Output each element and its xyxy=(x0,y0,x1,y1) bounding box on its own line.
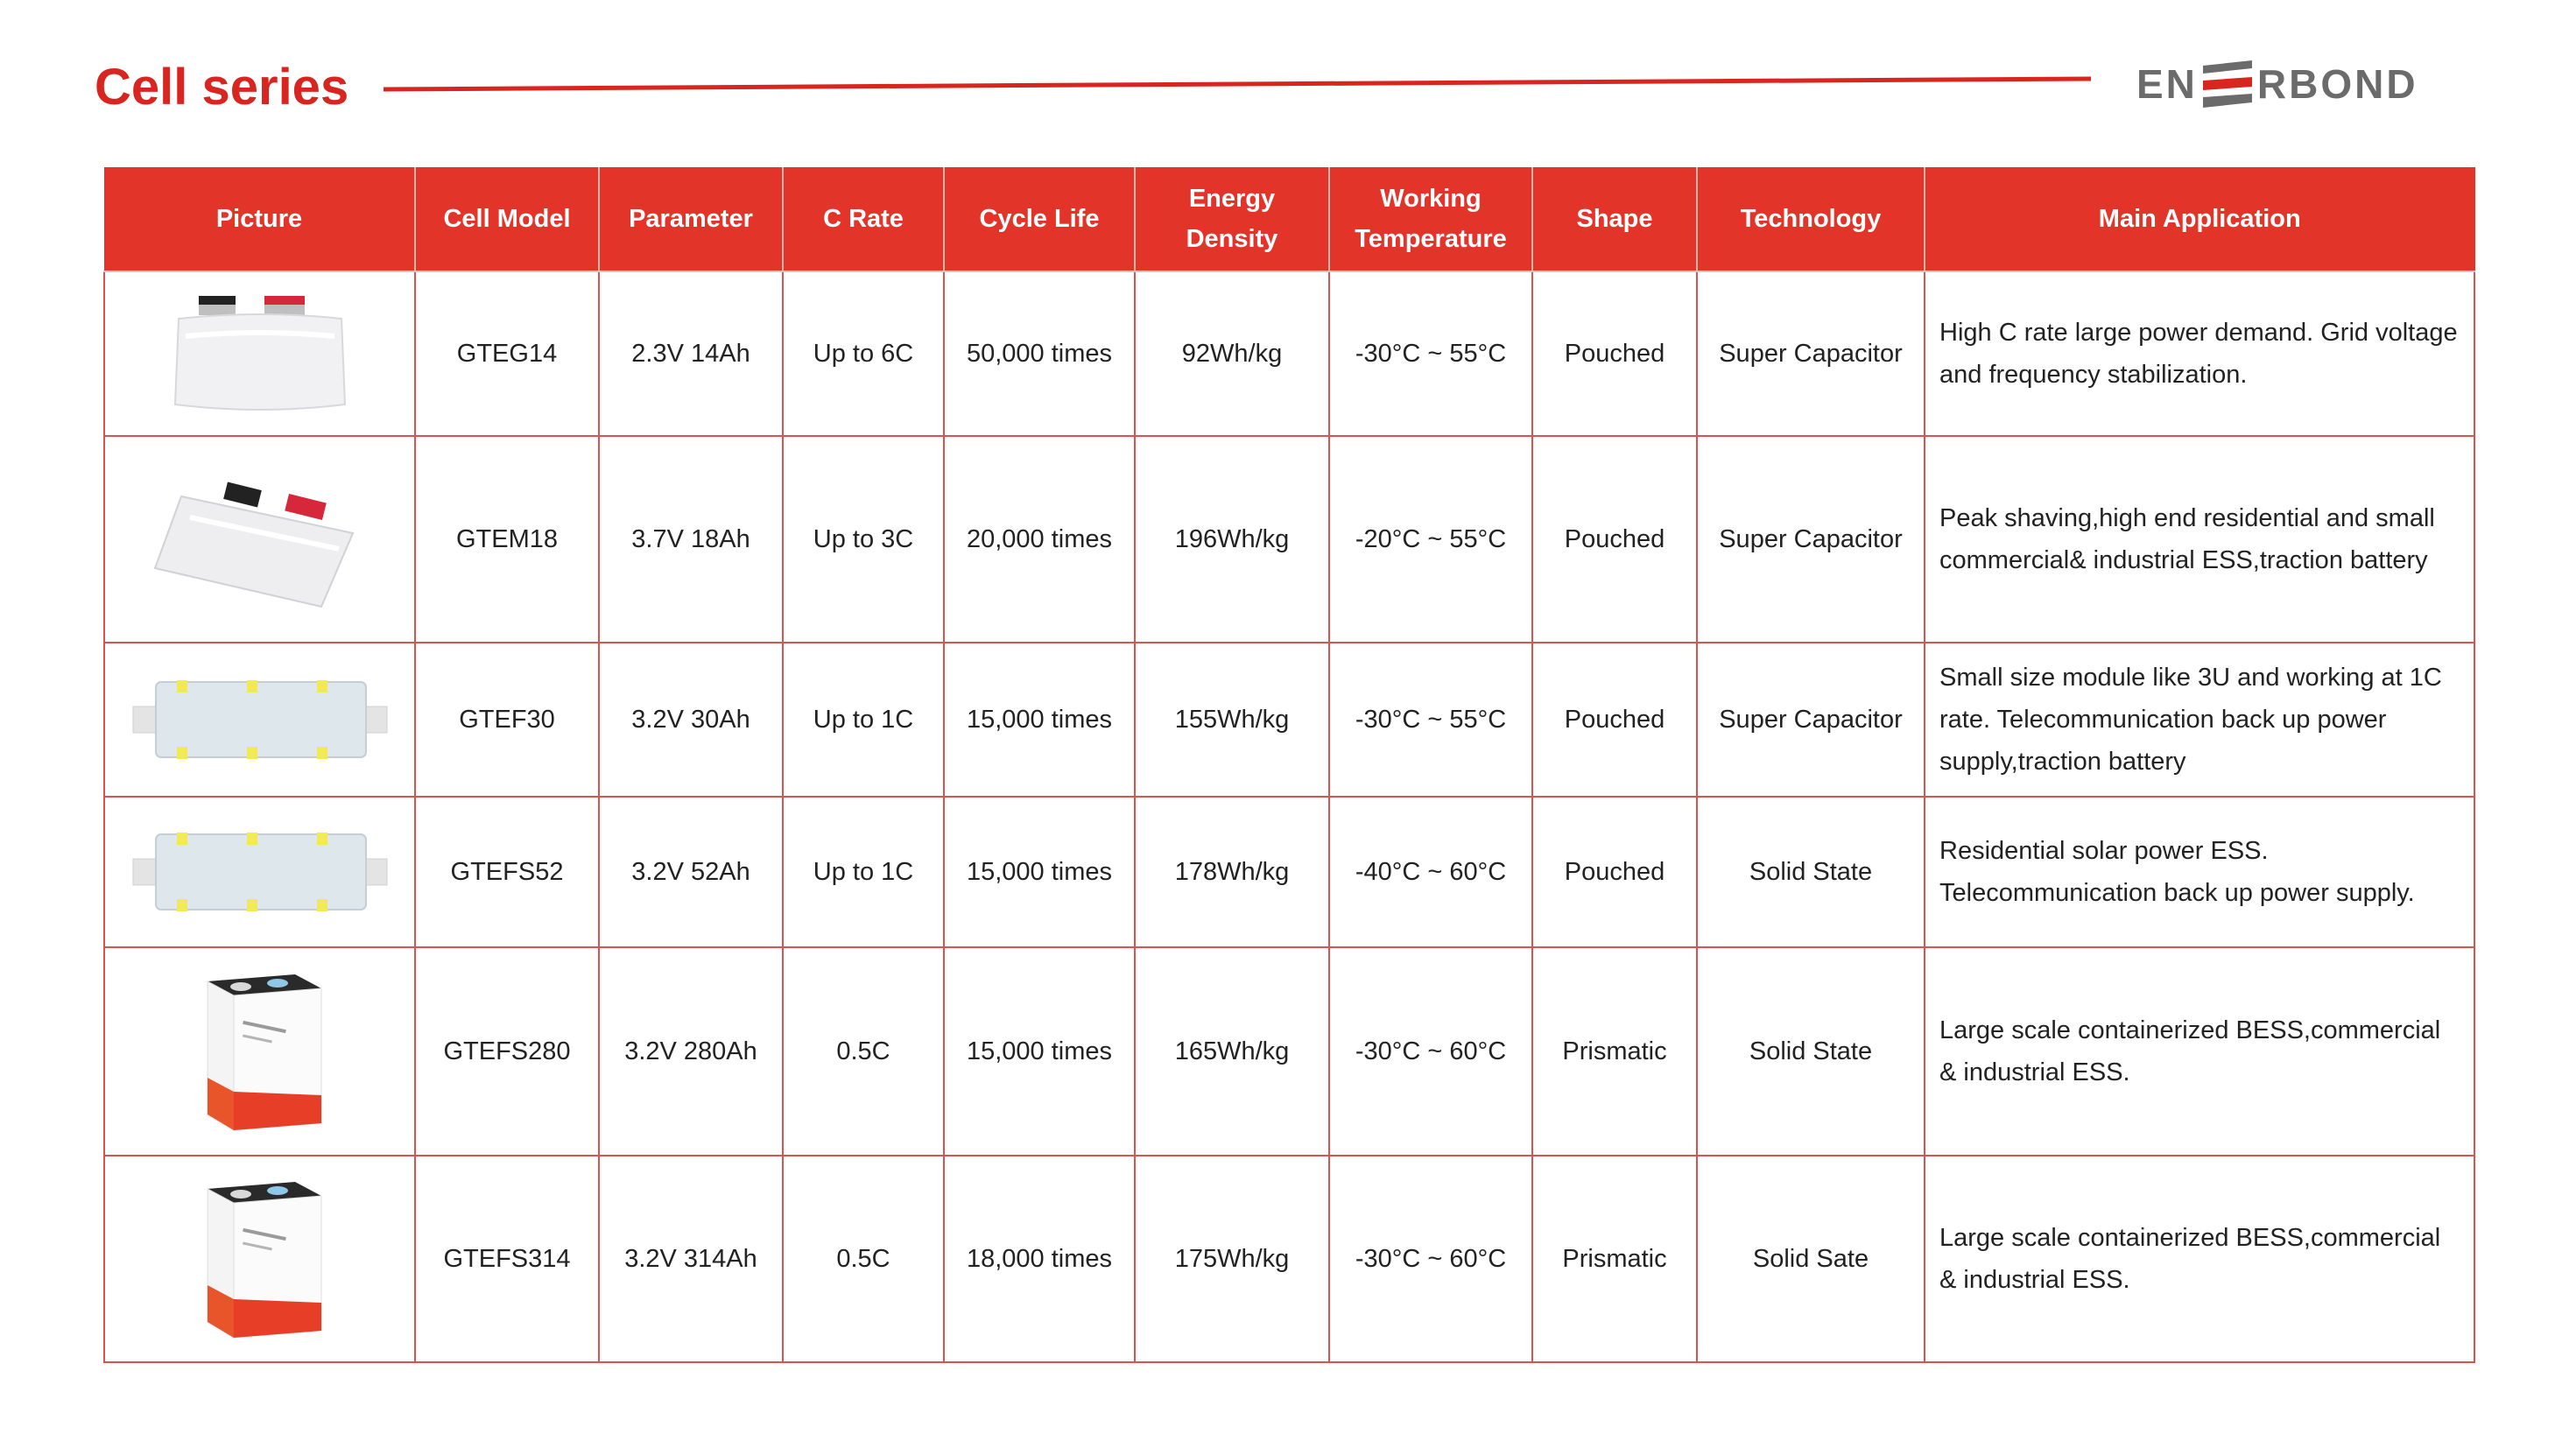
parameter-cell: 2.3V 14Ah xyxy=(599,271,783,436)
cycle-life-cell: 15,000 times xyxy=(944,947,1135,1156)
column-header: Main Application xyxy=(1925,167,2474,271)
parameter-cell: 3.2V 280Ah xyxy=(599,947,783,1156)
table-row xyxy=(104,1156,2474,1362)
working-temperature-cell: -30°C ~ 55°C xyxy=(1329,271,1532,436)
parameter-cell: 3.2V 314Ah xyxy=(599,1156,783,1362)
table-row xyxy=(104,643,2474,797)
energy-density-cell: 155Wh/kg xyxy=(1135,643,1329,797)
enerbond-logo xyxy=(2136,60,2418,109)
working-temperature-cell: -30°C ~ 60°C xyxy=(1329,1156,1532,1362)
column-header: Energy Density xyxy=(1135,167,1329,271)
cell-picture xyxy=(104,1156,415,1362)
table-row xyxy=(104,947,2474,1156)
cell-model-cell: GTEFS52 xyxy=(415,797,599,947)
main-application-cell: Large scale containerized BESS,commercial & industrial ESS. xyxy=(1925,1156,2474,1362)
column-header: Technology xyxy=(1697,167,1925,271)
main-application-cell: Residential solar power ESS. Telecommunication back up power supply. xyxy=(1925,797,2474,947)
logo-e-mark-icon xyxy=(2199,60,2256,108)
cell-model-cell: GTEFS280 xyxy=(415,947,599,1156)
column-header: Parameter xyxy=(599,167,783,271)
cycle-life-cell: 15,000 times xyxy=(944,797,1135,947)
main-application-cell: Large scale containerized BESS,commercial & industrial ESS. xyxy=(1925,947,2474,1156)
white-pouch-cell-tilted-image xyxy=(146,465,374,614)
c-rate-cell: 0.5C xyxy=(783,947,944,1156)
column-header: Working Temperature xyxy=(1329,167,1532,271)
energy-density-cell: 165Wh/kg xyxy=(1135,947,1329,1156)
c-rate-cell: Up to 1C xyxy=(783,643,944,797)
long-pouch-cell-yellow-tape-image xyxy=(124,671,396,768)
technology-cell: Solid Sate xyxy=(1697,1156,1925,1362)
parameter-cell: 3.2V 30Ah xyxy=(599,643,783,797)
c-rate-cell: 0.5C xyxy=(783,1156,944,1362)
cell-picture xyxy=(104,436,415,643)
cell-picture xyxy=(104,947,415,1156)
column-header: Cell Model xyxy=(415,167,599,271)
cycle-life-cell: 20,000 times xyxy=(944,436,1135,643)
table-row xyxy=(104,271,2474,436)
cycle-life-cell: 15,000 times xyxy=(944,643,1135,797)
main-application-cell: High C rate large power demand. Grid voltage and frequency stabilization. xyxy=(1925,271,2474,436)
white-pouch-cell-red-black-tabs-image xyxy=(159,284,361,424)
cell-model-cell: GTEFS314 xyxy=(415,1156,599,1362)
prismatic-solid-state-cell-image xyxy=(190,964,330,1139)
cycle-life-cell: 50,000 times xyxy=(944,271,1135,436)
main-application-cell: Small size module like 3U and working at 1C rate. Telecommunication back up power supply,traction battery xyxy=(1925,643,2474,797)
technology-cell: Solid State xyxy=(1697,797,1925,947)
table-header-row xyxy=(104,167,2474,271)
page-title: Cell series xyxy=(95,59,349,116)
shape-cell: Prismatic xyxy=(1532,947,1697,1156)
working-temperature-cell: -30°C ~ 60°C xyxy=(1329,947,1532,1156)
column-header: Shape xyxy=(1532,167,1697,271)
shape-cell: Pouched xyxy=(1532,436,1697,643)
working-temperature-cell: -20°C ~ 55°C xyxy=(1329,436,1532,643)
long-pouch-cell-yellow-tape-image xyxy=(124,824,396,920)
technology-cell: Super Capacitor xyxy=(1697,271,1925,436)
cell-picture xyxy=(104,271,415,436)
c-rate-cell: Up to 6C xyxy=(783,271,944,436)
cell-model-cell: GTEM18 xyxy=(415,436,599,643)
technology-cell: Solid State xyxy=(1697,947,1925,1156)
cell-picture xyxy=(104,643,415,797)
parameter-cell: 3.7V 18Ah xyxy=(599,436,783,643)
working-temperature-cell: -40°C ~ 60°C xyxy=(1329,797,1532,947)
cell-picture xyxy=(104,797,415,947)
c-rate-cell: Up to 3C xyxy=(783,436,944,643)
shape-cell: Pouched xyxy=(1532,797,1697,947)
working-temperature-cell: -30°C ~ 55°C xyxy=(1329,643,1532,797)
energy-density-cell: 92Wh/kg xyxy=(1135,271,1329,436)
shape-cell: Pouched xyxy=(1532,643,1697,797)
cell-model-cell: GTEG14 xyxy=(415,271,599,436)
column-header: C Rate xyxy=(783,167,944,271)
prismatic-solid-state-cell-image xyxy=(190,1171,330,1346)
column-header: Cycle Life xyxy=(944,167,1135,271)
table-row xyxy=(104,436,2474,643)
c-rate-cell: Up to 1C xyxy=(783,797,944,947)
logo-text-left: EN xyxy=(2136,61,2198,107)
technology-cell: Super Capacitor xyxy=(1697,436,1925,643)
shape-cell: Pouched xyxy=(1532,271,1697,436)
shape-cell: Prismatic xyxy=(1532,1156,1697,1362)
main-application-cell: Peak shaving,high end residential and small commercial& industrial ESS,traction battery xyxy=(1925,436,2474,643)
cell-model-cell: GTEF30 xyxy=(415,643,599,797)
column-header: Picture xyxy=(104,167,415,271)
energy-density-cell: 178Wh/kg xyxy=(1135,797,1329,947)
technology-cell: Super Capacitor xyxy=(1697,643,1925,797)
cycle-life-cell: 18,000 times xyxy=(944,1156,1135,1362)
parameter-cell: 3.2V 52Ah xyxy=(599,797,783,947)
energy-density-cell: 196Wh/kg xyxy=(1135,436,1329,643)
energy-density-cell: 175Wh/kg xyxy=(1135,1156,1329,1362)
logo-text-right: RBOND xyxy=(2256,61,2418,107)
title-divider-line xyxy=(384,56,2091,117)
cell-series-table xyxy=(103,167,2475,1363)
table-row xyxy=(104,797,2474,947)
